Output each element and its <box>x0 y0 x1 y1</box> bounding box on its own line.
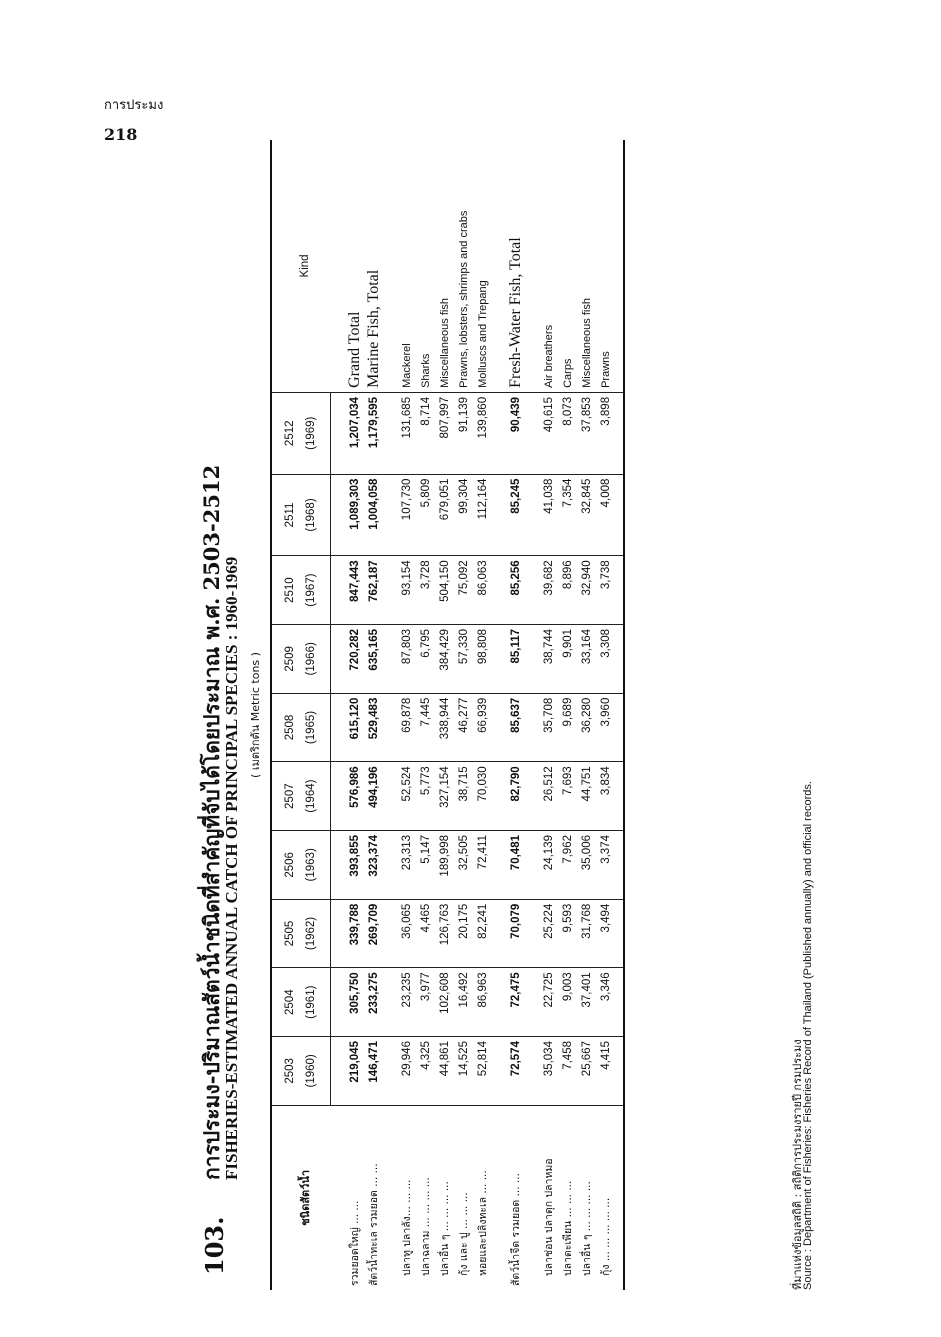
table-row-marine-total <box>364 140 383 1290</box>
value-cell: 16,492 <box>454 968 473 1037</box>
spacer-cell <box>331 899 346 968</box>
value-cell: 8,073 <box>558 392 577 474</box>
value-cell: 70,079 <box>506 899 525 968</box>
value-cell: 323,374 <box>364 831 383 900</box>
value-cell: 529,483 <box>364 693 383 762</box>
value-cell: 3,308 <box>596 624 624 693</box>
row-label-thai: ปลาทู ปลาลัง... ... ... <box>397 1105 416 1290</box>
value-cell: 40,615 <box>539 392 558 474</box>
source-note-english: Source : Department of Fisheries: Fisheries Record of Thailand (Published annually) and official records. <box>802 781 814 1290</box>
spacer-cell <box>383 624 397 693</box>
value-cell: 93,154 <box>397 556 416 625</box>
value-cell: 72,411 <box>473 831 492 900</box>
table-number: 103. <box>200 1216 229 1275</box>
page-number: 218 <box>104 125 138 144</box>
title-english: FISHERIES-ESTIMATED ANNUAL CATCH OF PRINCIPAL SPECIES : 1960-1969 <box>222 556 241 1180</box>
spacer-cell <box>331 1105 346 1290</box>
spacer-row <box>383 140 397 1290</box>
value-cell: 85,256 <box>506 556 525 625</box>
row-label-english: Air breathers <box>542 324 555 388</box>
value-cell: 1,089,303 <box>345 474 364 556</box>
value-cell: 82,241 <box>473 899 492 968</box>
value-cell: 35,034 <box>539 1037 558 1106</box>
value-cell: 1,179,595 <box>364 392 383 474</box>
value-cell: 35,708 <box>539 693 558 762</box>
value-cell: 85,245 <box>506 474 525 556</box>
running-header-thai: การประมง <box>104 98 164 113</box>
value-cell: 91,139 <box>454 392 473 474</box>
year-be: 2506 <box>271 831 300 900</box>
table-row-grand-total <box>345 140 364 1290</box>
value-cell: 3,834 <box>596 762 624 831</box>
spacer-cell <box>525 831 539 900</box>
value-cell: 32,505 <box>454 831 473 900</box>
unit-note: ( เมตริกตัน Metric tons ) <box>249 652 262 778</box>
value-cell: 847,443 <box>345 556 364 625</box>
spacer-cell <box>383 968 397 1037</box>
value-cell: 5,773 <box>416 762 435 831</box>
value-cell: 57,330 <box>454 624 473 693</box>
value-cell: 107,730 <box>397 474 416 556</box>
spacer-cell <box>383 556 397 625</box>
value-cell: 25,667 <box>577 1037 596 1106</box>
spacer-cell <box>331 474 346 556</box>
spacer-cell <box>525 474 539 556</box>
rotated-table-area <box>120 140 830 1290</box>
row-label-thai: รวมยอดใหญ่ ... ... <box>345 1105 364 1290</box>
spacer-cell <box>525 624 539 693</box>
row-label-thai: กุ้ง และ ปู ... ... ... <box>454 1105 473 1290</box>
row-label-english: Carps <box>561 358 574 388</box>
spacer-cell <box>492 831 506 900</box>
spacer-cell <box>331 762 346 831</box>
row-label-thai: หอยและปลิงทะเล ... ... <box>473 1105 492 1290</box>
value-cell: 44,751 <box>577 762 596 831</box>
spacer-cell <box>331 556 346 625</box>
value-cell: 9,901 <box>558 624 577 693</box>
value-cell: 269,709 <box>364 899 383 968</box>
value-cell: 37,853 <box>577 392 596 474</box>
value-cell: 6,795 <box>416 624 435 693</box>
value-cell: 23,235 <box>397 968 416 1037</box>
spacer-cell <box>492 1105 506 1290</box>
value-cell: 85,117 <box>506 624 525 693</box>
table-body <box>331 140 625 1290</box>
value-cell: 39,682 <box>539 556 558 625</box>
table-row-sharks <box>416 140 435 1290</box>
value-cell: 3,346 <box>596 968 624 1037</box>
value-cell: 72,475 <box>506 968 525 1037</box>
value-cell: 189,998 <box>435 831 454 900</box>
row-label-english: Sharks <box>419 353 432 388</box>
spacer-cell <box>383 1037 397 1106</box>
row-label-english: Molluscs and Trepang <box>476 280 489 388</box>
year-ce: (1960) <box>300 1037 331 1106</box>
row-label-thai: ปลาอื่น ๆ ... ... ... ... <box>577 1105 596 1290</box>
spacer-row <box>492 140 506 1290</box>
value-cell: 14,525 <box>454 1037 473 1106</box>
value-cell: 807,997 <box>435 392 454 474</box>
spacer-cell <box>492 140 506 392</box>
value-cell: 305,750 <box>345 968 364 1037</box>
value-cell: 3,738 <box>596 556 624 625</box>
spacer-cell <box>492 1037 506 1106</box>
value-cell: 615,120 <box>345 693 364 762</box>
year-be: 2511 <box>271 474 300 556</box>
value-cell: 37,401 <box>577 968 596 1037</box>
table-row-misc-fresh <box>577 140 596 1290</box>
value-cell: 3,960 <box>596 693 624 762</box>
value-cell: 494,196 <box>364 762 383 831</box>
value-cell: 29,946 <box>397 1037 416 1106</box>
spacer-cell <box>492 624 506 693</box>
value-cell: 3,898 <box>596 392 624 474</box>
value-cell: 112,164 <box>473 474 492 556</box>
table-row-carps <box>558 140 577 1290</box>
value-cell: 393,855 <box>345 831 364 900</box>
spacer-cell <box>525 140 539 392</box>
value-cell: 38,744 <box>539 624 558 693</box>
value-cell: 75,092 <box>454 556 473 625</box>
value-cell: 85,637 <box>506 693 525 762</box>
catch-table <box>270 140 625 1290</box>
value-cell: 3,494 <box>596 899 624 968</box>
spacer-cell <box>525 392 539 474</box>
spacer-cell <box>525 556 539 625</box>
spacer-cell <box>492 392 506 474</box>
year-ce: (1966) <box>300 624 331 693</box>
row-label-english: Miscellaneous fish <box>580 298 593 388</box>
year-be: 2509 <box>271 624 300 693</box>
year-be: 2507 <box>271 762 300 831</box>
table-row-molluscs <box>473 140 492 1290</box>
value-cell: 9,593 <box>558 899 577 968</box>
value-cell: 4,325 <box>416 1037 435 1106</box>
spacer-cell <box>525 1105 539 1290</box>
value-cell: 7,458 <box>558 1037 577 1106</box>
value-cell: 32,845 <box>577 474 596 556</box>
value-cell: 4,465 <box>416 899 435 968</box>
value-cell: 7,693 <box>558 762 577 831</box>
value-cell: 139,860 <box>473 392 492 474</box>
value-cell: 219,045 <box>345 1037 364 1106</box>
spacer-cell <box>383 693 397 762</box>
value-cell: 720,282 <box>345 624 364 693</box>
value-cell: 41,038 <box>539 474 558 556</box>
year-be: 2505 <box>271 899 300 968</box>
value-cell: 72,574 <box>506 1037 525 1106</box>
value-cell: 1,004,058 <box>364 474 383 556</box>
spacer-cell <box>492 762 506 831</box>
row-label-english: Prawns, lobsters, shrimps and crabs <box>457 210 470 388</box>
title-thai: การประมง-ปริมาณสัตว์น้ำชนิดที่สำคัญที่จับได้โดยประมาณ พ.ศ. 2503-2512 <box>199 464 224 1180</box>
value-cell: 35,006 <box>577 831 596 900</box>
spacer-cell <box>331 831 346 900</box>
year-be: 2512 <box>271 392 300 474</box>
value-cell: 9,003 <box>558 968 577 1037</box>
value-cell: 4,415 <box>596 1037 624 1106</box>
year-be: 2503 <box>271 1037 300 1106</box>
spacer-cell <box>525 968 539 1037</box>
value-cell: 131,685 <box>397 392 416 474</box>
spacer-cell <box>492 474 506 556</box>
value-cell: 87,803 <box>397 624 416 693</box>
value-cell: 70,481 <box>506 831 525 900</box>
value-cell: 679,051 <box>435 474 454 556</box>
spacer-cell <box>525 1037 539 1106</box>
row-label-thai: ปลาฉลาม ... ... ... ... <box>416 1105 435 1290</box>
value-cell: 7,354 <box>558 474 577 556</box>
spacer-cell <box>331 1037 346 1106</box>
spacer-cell <box>525 899 539 968</box>
year-ce: (1962) <box>300 899 331 968</box>
spacer-cell <box>331 624 346 693</box>
spacer-cell <box>492 968 506 1037</box>
spacer-cell <box>383 899 397 968</box>
spacer-cell <box>383 831 397 900</box>
year-be: 2508 <box>271 693 300 762</box>
year-ce: (1967) <box>300 556 331 625</box>
value-cell: 23,313 <box>397 831 416 900</box>
spacer-cell <box>525 762 539 831</box>
row-label-thai: ปลาช่อน ปลาดุก ปลาหมอ <box>539 1105 558 1290</box>
value-cell: 36,065 <box>397 899 416 968</box>
spacer-cell <box>492 899 506 968</box>
value-cell: 22,725 <box>539 968 558 1037</box>
row-label-english: Marine Fish, Total <box>364 269 382 388</box>
year-ce: (1964) <box>300 762 331 831</box>
value-cell: 99,304 <box>454 474 473 556</box>
spacer-cell <box>383 762 397 831</box>
value-cell: 338,944 <box>435 693 454 762</box>
spacer-cell <box>331 968 346 1037</box>
row-label-english: Fresh-Water Fish, Total <box>506 237 524 388</box>
value-cell: 9,689 <box>558 693 577 762</box>
thai-kind-header: ชนิดสัตว์น้ำ <box>271 1105 331 1290</box>
value-cell: 3,374 <box>596 831 624 900</box>
row-label-english: Grand Total <box>345 311 363 388</box>
spacer-cell <box>331 693 346 762</box>
value-cell: 52,524 <box>397 762 416 831</box>
table-row-air-breathers <box>539 140 558 1290</box>
year-be: 2504 <box>271 968 300 1037</box>
table-row-misc-fish <box>435 140 454 1290</box>
value-cell: 31,768 <box>577 899 596 968</box>
value-cell: 233,275 <box>364 968 383 1037</box>
value-cell: 8,896 <box>558 556 577 625</box>
value-cell: 36,280 <box>577 693 596 762</box>
value-cell: 7,445 <box>416 693 435 762</box>
value-cell: 635,165 <box>364 624 383 693</box>
row-label-thai: ปลาอื่น ๆ ... ... ... ... <box>435 1105 454 1290</box>
row-label-thai: ปลาตะเพียน ... ... ... <box>558 1105 577 1290</box>
table-row-fresh-total <box>506 140 525 1290</box>
value-cell: 5,809 <box>416 474 435 556</box>
value-cell: 20,175 <box>454 899 473 968</box>
row-label-thai: กุ้ง ... ... ... ... ... <box>596 1105 624 1290</box>
header-row-be <box>271 140 300 1290</box>
spacer-cell <box>492 693 506 762</box>
value-cell: 33,164 <box>577 624 596 693</box>
table-row-prawns-marine <box>454 140 473 1290</box>
value-cell: 70,030 <box>473 762 492 831</box>
spacer-cell <box>383 474 397 556</box>
value-cell: 86,063 <box>473 556 492 625</box>
source-note-thai: ที่มาแห่งข้อมูลสถิติ : สถิติการประมงรายปี กรมประมง <box>791 1039 804 1290</box>
value-cell: 7,962 <box>558 831 577 900</box>
year-ce: (1965) <box>300 693 331 762</box>
spacer-row <box>525 140 539 1290</box>
value-cell: 762,187 <box>364 556 383 625</box>
spacer-cell <box>383 392 397 474</box>
year-ce: (1963) <box>300 831 331 900</box>
value-cell: 8,714 <box>416 392 435 474</box>
spacer-cell <box>383 140 397 392</box>
value-cell: 32,940 <box>577 556 596 625</box>
row-label-english: Miscellaneous fish <box>438 298 451 388</box>
spacer-cell <box>383 1105 397 1290</box>
spacer-cell <box>492 556 506 625</box>
kind-header: Kind <box>271 140 331 392</box>
year-be: 2510 <box>271 556 300 625</box>
value-cell: 44,861 <box>435 1037 454 1106</box>
value-cell: 82,790 <box>506 762 525 831</box>
spacer-cell <box>331 140 346 392</box>
value-cell: 25,224 <box>539 899 558 968</box>
year-ce: (1968) <box>300 474 331 556</box>
value-cell: 3,728 <box>416 556 435 625</box>
row-label-english: Mackerel <box>400 343 413 388</box>
value-cell: 46,277 <box>454 693 473 762</box>
row-label-thai: สัตว์น้ำจืด รวมยอด ... ... <box>506 1105 525 1290</box>
table-row-mackerel <box>397 140 416 1290</box>
value-cell: 126,763 <box>435 899 454 968</box>
value-cell: 90,439 <box>506 392 525 474</box>
row-label-thai: สัตว์น้ำทะเล รวมยอด ... ... <box>364 1105 383 1290</box>
value-cell: 102,608 <box>435 968 454 1037</box>
value-cell: 26,512 <box>539 762 558 831</box>
value-cell: 327,154 <box>435 762 454 831</box>
year-ce: (1961) <box>300 968 331 1037</box>
spacer-row <box>331 140 346 1290</box>
value-cell: 86,963 <box>473 968 492 1037</box>
value-cell: 3,977 <box>416 968 435 1037</box>
value-cell: 576,986 <box>345 762 364 831</box>
value-cell: 1,207,034 <box>345 392 364 474</box>
spacer-cell <box>525 693 539 762</box>
value-cell: 339,788 <box>345 899 364 968</box>
row-label-english: Prawns <box>596 140 624 392</box>
value-cell: 5,147 <box>416 831 435 900</box>
value-cell: 52,814 <box>473 1037 492 1106</box>
value-cell: 69,878 <box>397 693 416 762</box>
value-cell: 146,471 <box>364 1037 383 1106</box>
value-cell: 384,429 <box>435 624 454 693</box>
spacer-cell <box>331 392 346 474</box>
value-cell: 24,139 <box>539 831 558 900</box>
table-row-prawns-fresh <box>596 140 624 1290</box>
value-cell: 504,150 <box>435 556 454 625</box>
value-cell: 38,715 <box>454 762 473 831</box>
value-cell: 66,939 <box>473 693 492 762</box>
value-cell: 98,808 <box>473 624 492 693</box>
value-cell: 4,008 <box>596 474 624 556</box>
year-ce: (1969) <box>300 392 331 474</box>
